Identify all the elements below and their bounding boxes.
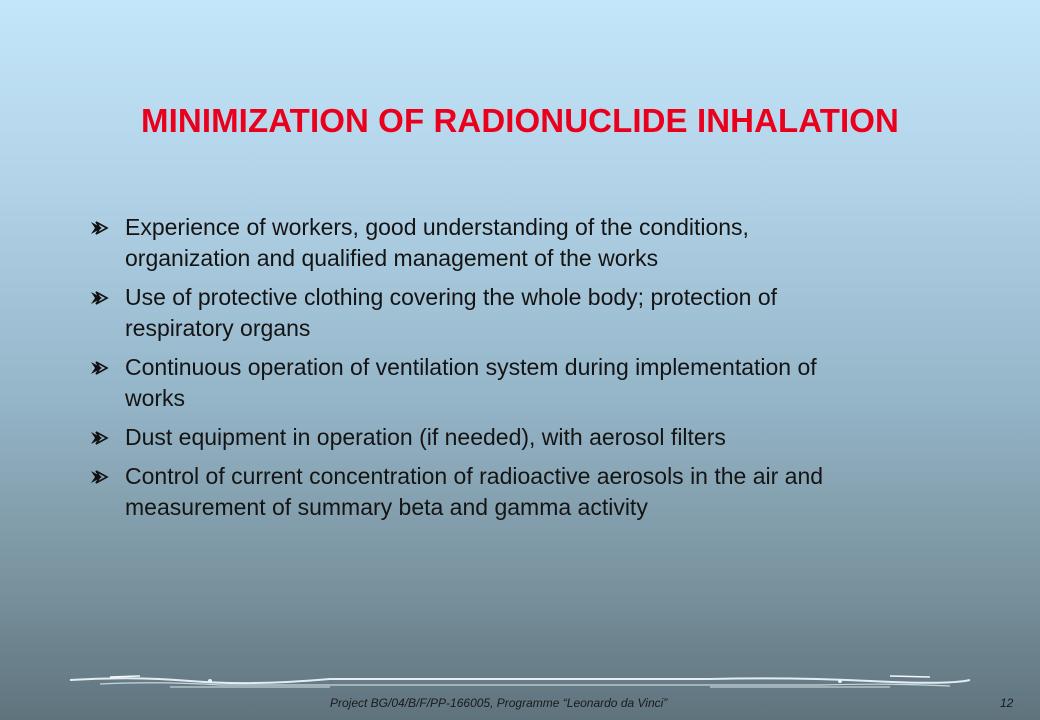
arrow-bullet-icon	[90, 290, 110, 306]
footer-divider-ornament	[70, 668, 970, 692]
bullet-item	[90, 282, 970, 344]
bullet-item	[90, 352, 970, 414]
bullet-list	[90, 212, 970, 531]
bullet-item	[90, 422, 970, 453]
bullet-text-line: respiratory organs	[125, 315, 311, 341]
slide-title: MINIMIZATION OF RADIONUCLIDE INHALATION	[141, 102, 899, 139]
arrow-bullet-icon	[90, 430, 110, 446]
bullet-text-line: Dust equipment in operation (if needed), with aerosol filters	[125, 424, 726, 450]
bullet-text-line: Continuous operation of ventilation system during implementation of	[125, 354, 817, 380]
footer-project-text: Project BG/04/B/F/PP-166005, Programme “Leonardo da Vinci”	[330, 696, 668, 710]
arrow-bullet-icon	[90, 360, 110, 376]
bullet-item	[90, 461, 970, 523]
page-number: 12	[1000, 696, 1014, 710]
bullet-text-line: Experience of workers, good understanding of the conditions,	[125, 214, 749, 240]
bullet-text-line: Control of current concentration of radioactive aerosols in the air and	[125, 463, 824, 489]
bullet-text-line: organization and qualified management of the works	[125, 245, 659, 271]
bullet-text-line: Use of protective clothing covering the whole body; protection of	[125, 284, 778, 310]
bullet-item	[90, 212, 970, 274]
bullet-text-line: measurement of summary beta and gamma activity	[125, 494, 648, 520]
arrow-bullet-icon	[90, 469, 110, 485]
bullet-text-line: works	[125, 385, 186, 411]
arrow-bullet-icon	[90, 220, 110, 236]
